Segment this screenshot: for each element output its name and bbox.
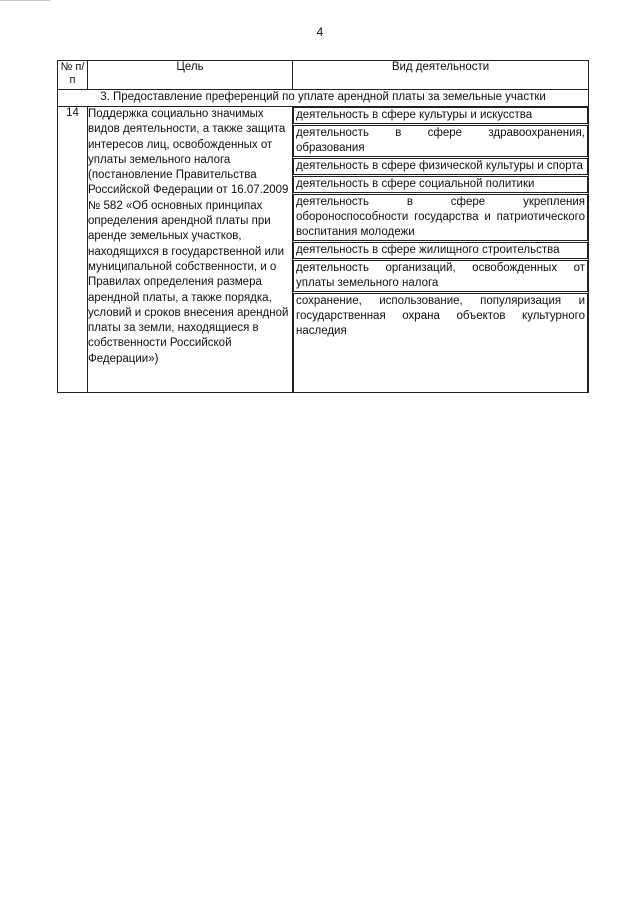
section-row: [58, 90, 589, 107]
activity-item: деятельность в сфере социальной политики: [293, 176, 588, 193]
activity-item: деятельность в сфере физической культуры и спорта: [293, 158, 588, 175]
activity-list: [293, 107, 589, 393]
page-number: 4: [316, 25, 324, 39]
goal-text: Поддержка социально значимых видов деятельности, а также защита интересов лиц, освобожденных от уплаты земельного налога (постановление Правительства Российской Федерации от 16.07.2009 № 582 «Об основных принципах определения арендной платы при аренде земельных участков, находящихся в государственной или муниципальной собственности, и о Правилах определения размера арендной платы, а также порядка, условий и сроков внесения арендной платы за земли, находящиеся в собственности Российской Федерации»): [88, 107, 293, 393]
header-goal: Цель: [88, 61, 293, 90]
header-activity-type: Вид деятельности: [293, 61, 589, 90]
preferences-table: [57, 60, 589, 393]
activity-item: деятельность в сфере культуры и искусства: [293, 107, 588, 124]
activity-item: деятельность в сфере здравоохранения, образования: [293, 125, 588, 157]
activity-item: деятельность в сфере укрепления обороноспособности государства и патриотического воспитания молодежи: [293, 194, 588, 241]
header-number: № п/п: [58, 61, 88, 90]
activity-item: деятельность организаций, освобожденных от уплаты земельного налога: [293, 260, 588, 292]
activity-item: деятельность в сфере жилищного строительства: [293, 242, 588, 259]
scan-artifact: [0, 0, 50, 5]
table-header-row: [58, 61, 589, 90]
activity-item: сохранение, использование, популяризация и государственная охрана объектов культурного наследия: [293, 293, 588, 392]
table-row: [58, 107, 589, 393]
row-number: 14: [58, 107, 88, 393]
section-title: 3. Предоставление преференций по уплате арендной платы за земельные участки: [58, 90, 589, 107]
